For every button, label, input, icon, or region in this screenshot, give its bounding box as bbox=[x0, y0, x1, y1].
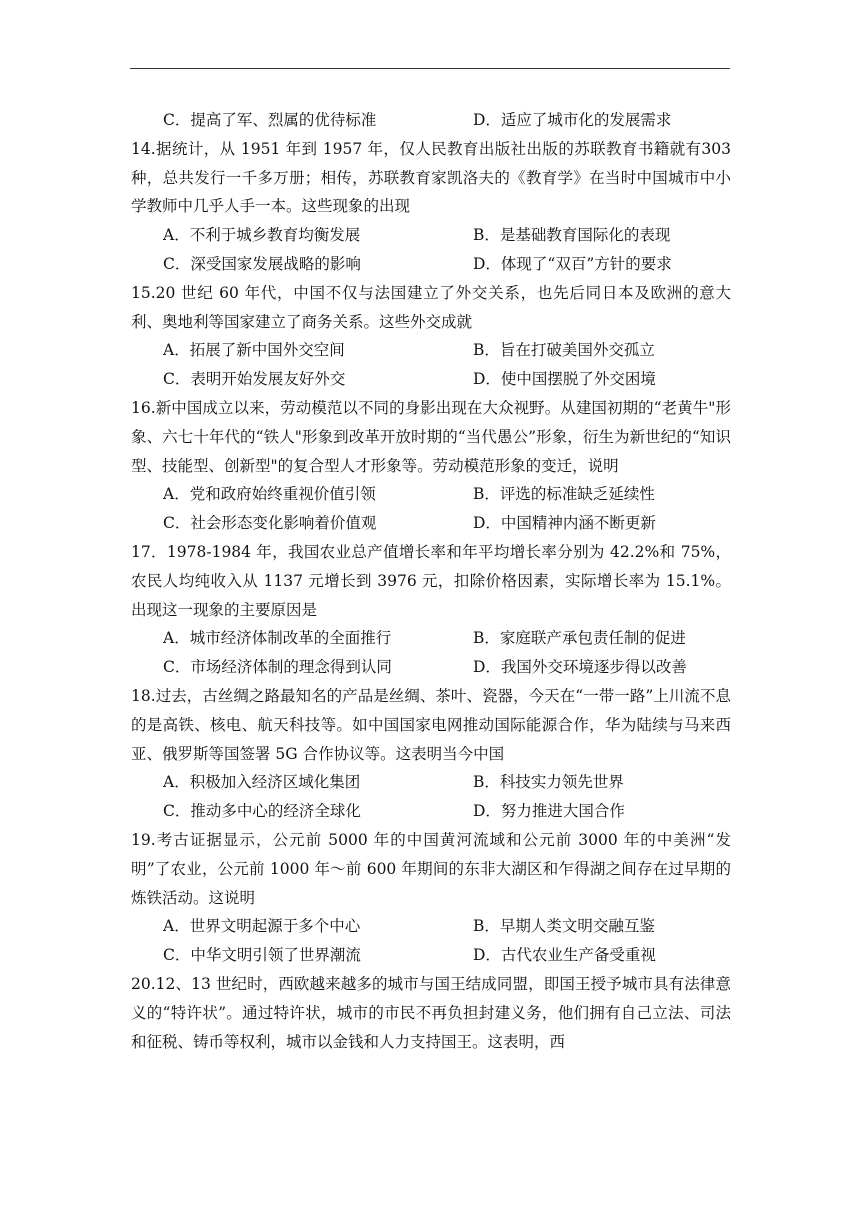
q13-option-d: D．适应了城市化的发展需求 bbox=[473, 111, 672, 129]
q17-options-ab bbox=[131, 624, 731, 653]
q16-option-b: B．评选的标准缺乏延续性 bbox=[473, 485, 655, 504]
q19-stem: 19.考古证据显示，公元前 5000 年的中国黄河流域和公元前 3000 年的中美洲“发明”了农业，公元前 1000 年～前 600 年期间的东非大湖区和乍得湖之间存在过早期的炼铁活动。这说明 bbox=[131, 830, 731, 907]
q17-options-cd bbox=[131, 653, 731, 682]
q19-options-ab bbox=[131, 912, 731, 941]
q16-options-cd bbox=[131, 509, 731, 538]
q19-option-c: C．中华文明引领了世界潮流 bbox=[163, 946, 361, 965]
q16-stem: 16.新中国成立以来，劳动模范以不同的身影出现在大众视野。从建国初期的“老黄牛"形象、六七十年代的“铁人"形象到改革开放时期的“当代愚公”形象，衍生为新世纪的“知识型、技能型、创新型"的复合型人才形象等。劳动模范形象的变迁，说明 bbox=[131, 398, 731, 475]
q20-stem: 20.12、13 世纪时，西欧越来越多的城市与国王结成同盟，即国王授予城市具有法律意义的“特许状”。通过特许状，城市的市民不再负担封建义务，他们拥有自己立法、司法和征税、铸币等权利，城市以金钱和人力支持国王。这表明，西 bbox=[131, 974, 731, 1051]
q17-option-a: A．城市经济体制改革的全面推行 bbox=[163, 629, 392, 648]
q15-stem: 15.20 世纪 60 年代，中国不仅与法国建立了外交关系，也先后同日本及欧洲的意大利、奥地利等国家建立了商务关系。这些外交成就 bbox=[131, 283, 731, 331]
q15-option-a: A．拓展了新中国外交空间 bbox=[163, 341, 345, 360]
q19-option-b: B．早期人类文明交融互鉴 bbox=[473, 917, 655, 936]
q18-option-d: D．努力推进大国合作 bbox=[473, 802, 625, 821]
q13-options-cd bbox=[131, 106, 731, 135]
q15-options-ab bbox=[131, 336, 731, 365]
q14-options-cd bbox=[131, 250, 731, 279]
q16-options-ab bbox=[131, 480, 731, 509]
q16-option-c: C．社会形态变化影响着价值观 bbox=[163, 514, 377, 533]
q14-stem: 14.据统计，从 1951 年到 1957 年，仅人民教育出版社出版的苏联教育书籍就有303 种，总共发行一千多万册；相传，苏联教育家凯洛夫的《教育学》在当时中国城市中小学教师中几乎人手一本。这些现象的出现 bbox=[131, 139, 731, 216]
q14-option-a: A．不利于城乡教育均衡发展 bbox=[163, 226, 361, 245]
q14-option-b: B．是基础教育国际化的表现 bbox=[473, 226, 671, 245]
q18-option-c: C．推动多中心的经济全球化 bbox=[163, 802, 361, 821]
q18-options-ab bbox=[131, 768, 731, 797]
q15-options-cd bbox=[131, 365, 731, 394]
q16-option-a: A．党和政府始终重视价值引领 bbox=[163, 485, 376, 504]
q15-option-c: C．表明开始发展友好外交 bbox=[163, 370, 346, 389]
q19-option-d: D．古代农业生产备受重视 bbox=[473, 946, 656, 965]
q19-options-cd bbox=[131, 941, 731, 970]
q17-option-b: B．家庭联产承包责任制的促进 bbox=[473, 629, 686, 648]
q18-option-a: A．积极加入经济区域化集团 bbox=[163, 773, 361, 792]
exam-page-content bbox=[131, 106, 731, 1056]
q18-option-b: B．科技实力领先世界 bbox=[473, 773, 624, 792]
q17-option-d: D．我国外交环境逐步得以改善 bbox=[473, 658, 687, 677]
q19-option-a: A．世界文明起源于多个中心 bbox=[163, 917, 361, 936]
q16-option-d: D．中国精神内涵不断更新 bbox=[473, 514, 656, 533]
q14-options-ab bbox=[131, 221, 731, 250]
q18-stem: 18.过去，古丝绸之路最知名的产品是丝绸、茶叶、瓷器，今天在“一带一路”上川流不息的是高铁、核电、航天科技等。如中国国家电网推动国际能源合作，华为陆续与马来西亚、俄罗斯等国签署 5G 合作协议等。这表明当今中国 bbox=[131, 686, 731, 763]
q17-stem: 17．1978-1984 年，我国农业总产值增长率和年平均增长率分别为 42.2%和 75%，农民人均纯收入从 1137 元增长到 3976 元，扣除价格因素，实际增长率为 15.1%。出现这一现象的主要原因是 bbox=[131, 542, 731, 619]
q14-option-d: D．体现了“双百”方针的要求 bbox=[473, 254, 672, 273]
q14-option-c: C．深受国家发展战略的影响 bbox=[163, 254, 361, 273]
q18-options-cd bbox=[131, 797, 731, 826]
q13-option-c: C．提高了军、烈属的优待标准 bbox=[163, 111, 377, 129]
q17-option-c: C．市场经济体制的理念得到认同 bbox=[163, 658, 392, 677]
q15-option-b: B．旨在打破美国外交孤立 bbox=[473, 341, 655, 360]
header-rule bbox=[130, 68, 730, 69]
q15-option-d: D．使中国摆脱了外交困境 bbox=[473, 370, 656, 389]
